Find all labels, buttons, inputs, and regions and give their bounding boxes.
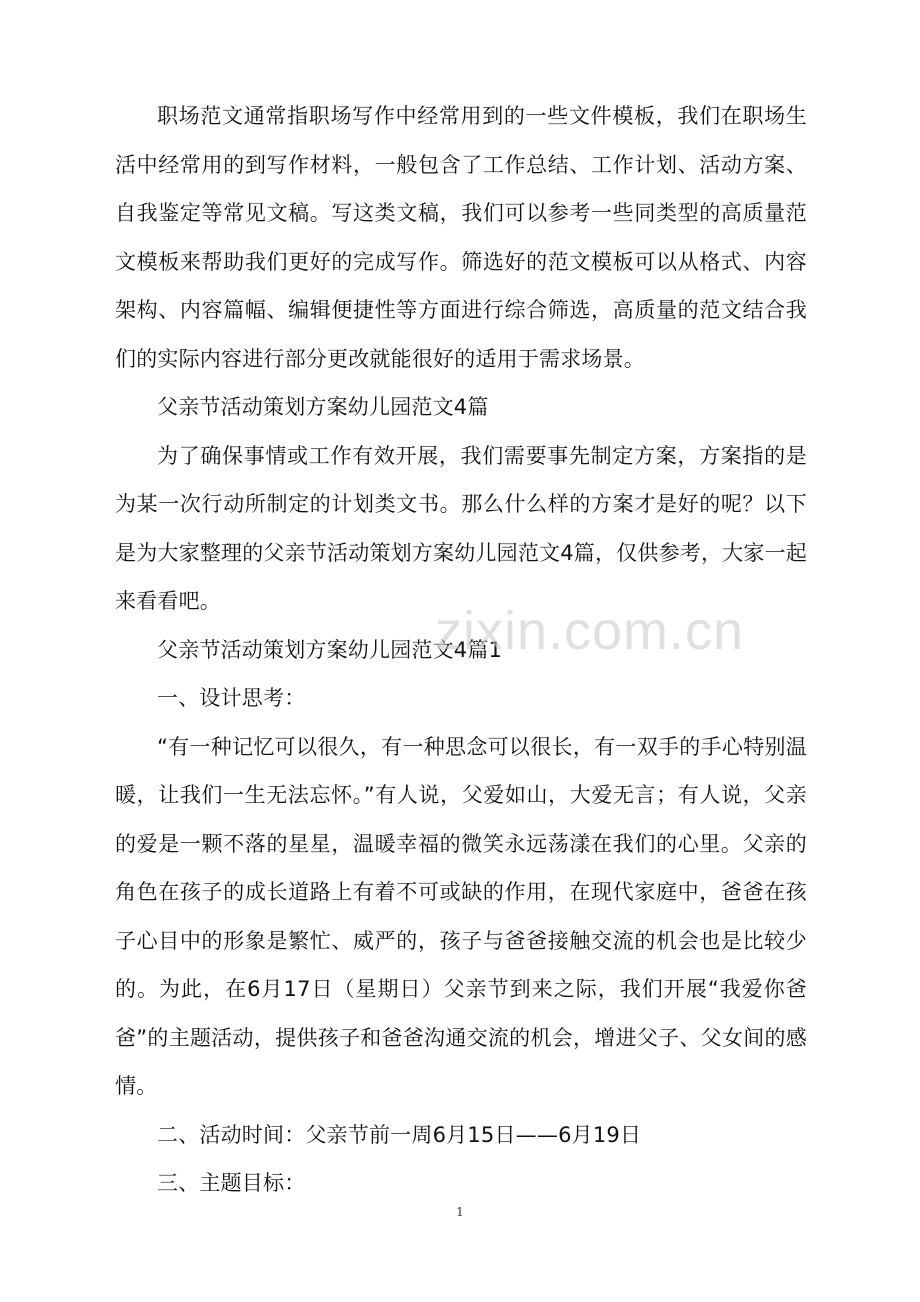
preface-paragraph: 为了确保事情或工作有效开展，我们需要事先制定方案，方案指的是为某一次行动所制定的计划类文书。那么什么样的方案才是好的呢？以下是为大家整理的父亲节活动策划方案幼儿园范文4篇，仅供参考，大家一起来看看吧。 xyxy=(115,443,807,613)
document-body xyxy=(115,92,807,1208)
intro-paragraph: 职场范文通常指职场写作中经常用到的一些文件模板，我们在职场生活中经常用的到写作材料，一般包含了工作总结、工作计划、活动方案、自我鉴定等常见文稿。写这类文稿，我们可以参考一些同类型的高质量范文模板来帮助我们更好的完成写作。筛选好的范文模板可以从格式、内容架构、内容篇幅、编辑便捷性等方面进行综合筛选，高质量的范文结合我们的实际内容进行部分更改就能很好的适用于需求场景。 xyxy=(115,104,807,371)
design-thinking-heading: 一、设计思考： xyxy=(157,686,306,710)
section-title: 父亲节活动策划方案幼儿园范文4篇1 xyxy=(157,637,503,662)
design-thinking-paragraph: “有一种记忆可以很久，有一种思念可以很长，有一双手的手心特别温暖，让我们一生无法忘怀。”有人说，父爱如山，大爱无言；有人说，父亲的爱是一颗不落的星星，温暖幸福的微笑永远荡漾在我们的心里。父亲的角色在孩子的成长道路上有着不可或缺的作用，在现代家庭中，爸爸在孩子心目中的形象是繁忙、威严的，孩子与爸爸接触交流的机会也是比较少的。为此，在6月17日（星期日）父亲节到来之际，我们开展“我爱你爸爸”的主题活动，提供孩子和爸爸沟通交流的机会，增进父子、父女间的感情。 xyxy=(115,734,807,1098)
activity-time-line: 二、活动时间：父亲节前一周6月15日——6月19日 xyxy=(157,1122,642,1147)
theme-goals-heading: 三、主题目标： xyxy=(157,1171,306,1195)
page-number: 1 xyxy=(456,1205,464,1219)
watermark: zixin.com.cn xyxy=(435,601,745,661)
document-title: 父亲节活动策划方案幼儿园范文4篇 xyxy=(157,395,489,419)
